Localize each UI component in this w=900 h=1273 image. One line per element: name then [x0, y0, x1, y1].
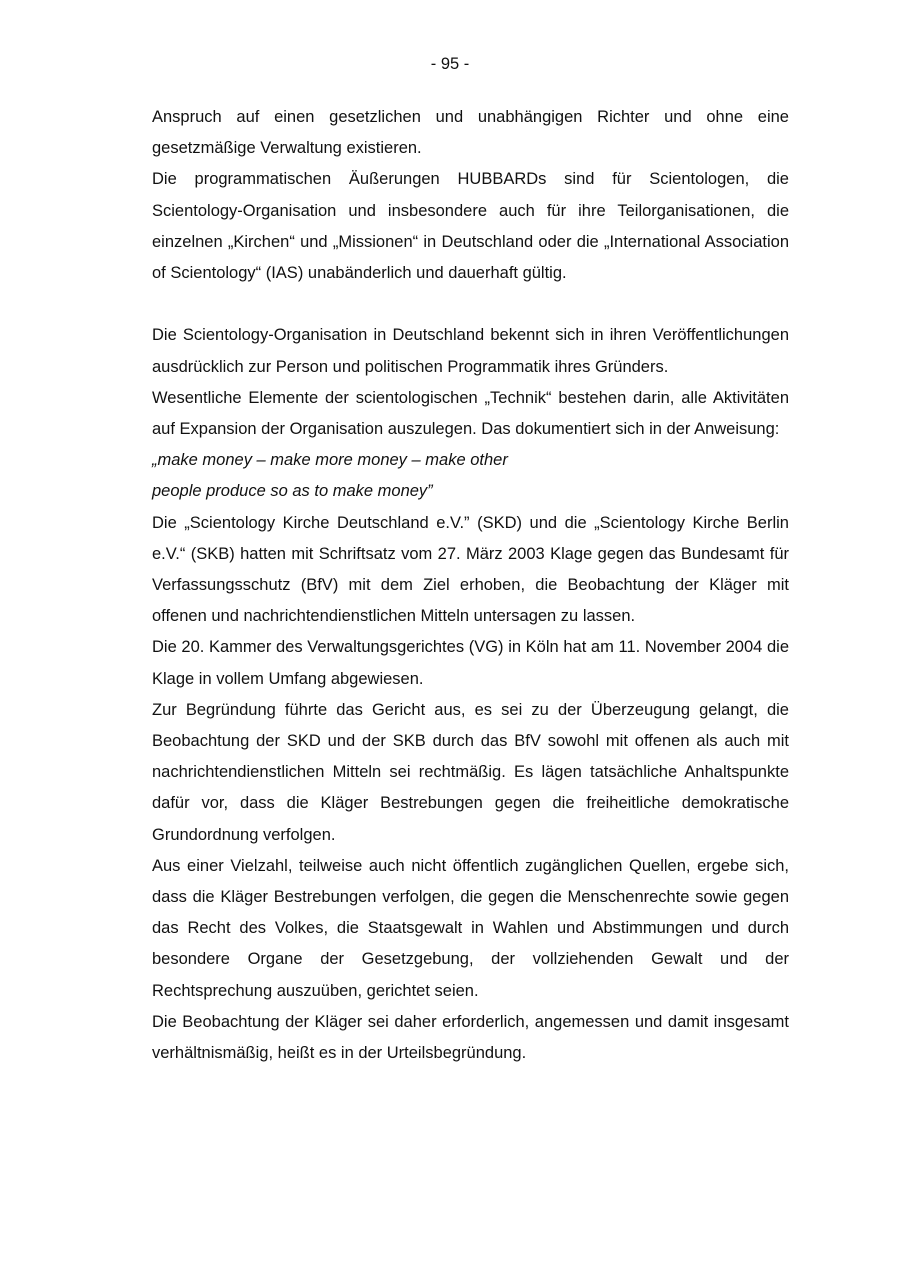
paragraph-sources: Aus einer Vielzahl, teilweise auch nicht öffentlich zugänglichen Quellen, ergebe sich, dass die Kläger Bestrebungen verfolgen, die gegen die Menschenrechte sowie gegen das Recht des Volkes, die Staatsgewalt in Wahlen und Abstimmungen und durch besondere Organe der Gesetzgebung, der vollziehenden Gewalt und der Rechtsprechung auszuüben, gerichtet seien.: [152, 856, 789, 1000]
paragraph-organisation-germany: Die Scientology-Organisation in Deutschland bekennt sich in ihren Veröffentlichungen ausdrücklich zur Person und politischen Programmatik ihres Gründers.: [152, 326, 789, 376]
quote-line-2: people produce so as to make money”: [152, 482, 433, 501]
paragraph-hubbard-statements: Die programmatischen Äußerungen HUBBARDs sind für Scientologen, die Scientology-Organisation und insbesondere auch für ihre Teilorganisationen, die einzelnen „Kirchen“ und „Missionen“ in Deutschland oder die „International Association of Scientology“ (IAS) unabänderlich und dauerhaft gültig.: [152, 170, 789, 283]
paragraph-technik: Wesentliche Elemente der scientologischen „Technik“ bestehen darin, alle Aktivitäten auf Expansion der Organisation auszulegen. Das dokumentiert sich in der Anweisung:: [152, 388, 789, 439]
quote-line-1: „make money – make more money – make other: [152, 451, 508, 470]
paragraph-court-decision: Die 20. Kammer des Verwaltungsgerichtes (VG) in Köln hat am 11. November 2004 die Klage in vollem Umfang abgewiesen.: [152, 638, 789, 688]
paragraph-reasoning: Zur Begründung führte das Gericht aus, es sei zu der Überzeugung gelangt, die Beobachtung der SKD und der SKB durch das BfV sowohl mit offenen als auch mit nachrichtendienstlichen Mitteln sei rechtmäßig. Es lägen tatsächliche Anhaltspunkte dafür vor, dass die Kläger Bestrebungen gegen die freiheitliche demokratische Grundordnung verfolgen.: [152, 700, 789, 844]
paragraph-lawsuit: Die „Scientology Kirche Deutschland e.V.” (SKD) und die „Scientology Kirche Berlin e.V.“ (SKB) hatten mit Schriftsatz vom 27. März 2003 Klage gegen das Bundesamt für Verfassungsschutz (BfV) mit dem Ziel erhoben, die Beobachtung der Kläger mit offenen und nachrichtendienstlichen Mitteln untersagen zu lassen.: [152, 513, 789, 626]
document-body: [152, 102, 789, 1069]
paragraph-continuation: Anspruch auf einen gesetzlichen und unabhängigen Richter und ohne eine gesetzmäßige Verwaltung existieren.: [152, 108, 789, 158]
paragraph-conclusion: Die Beobachtung der Kläger sei daher erforderlich, angemessen und damit insgesamt verhältnismäßig, heißt es in der Urteilsbegründung.: [152, 1012, 789, 1063]
paragraph-spacer: [152, 289, 789, 320]
page-number: - 95 -: [430, 55, 470, 73]
